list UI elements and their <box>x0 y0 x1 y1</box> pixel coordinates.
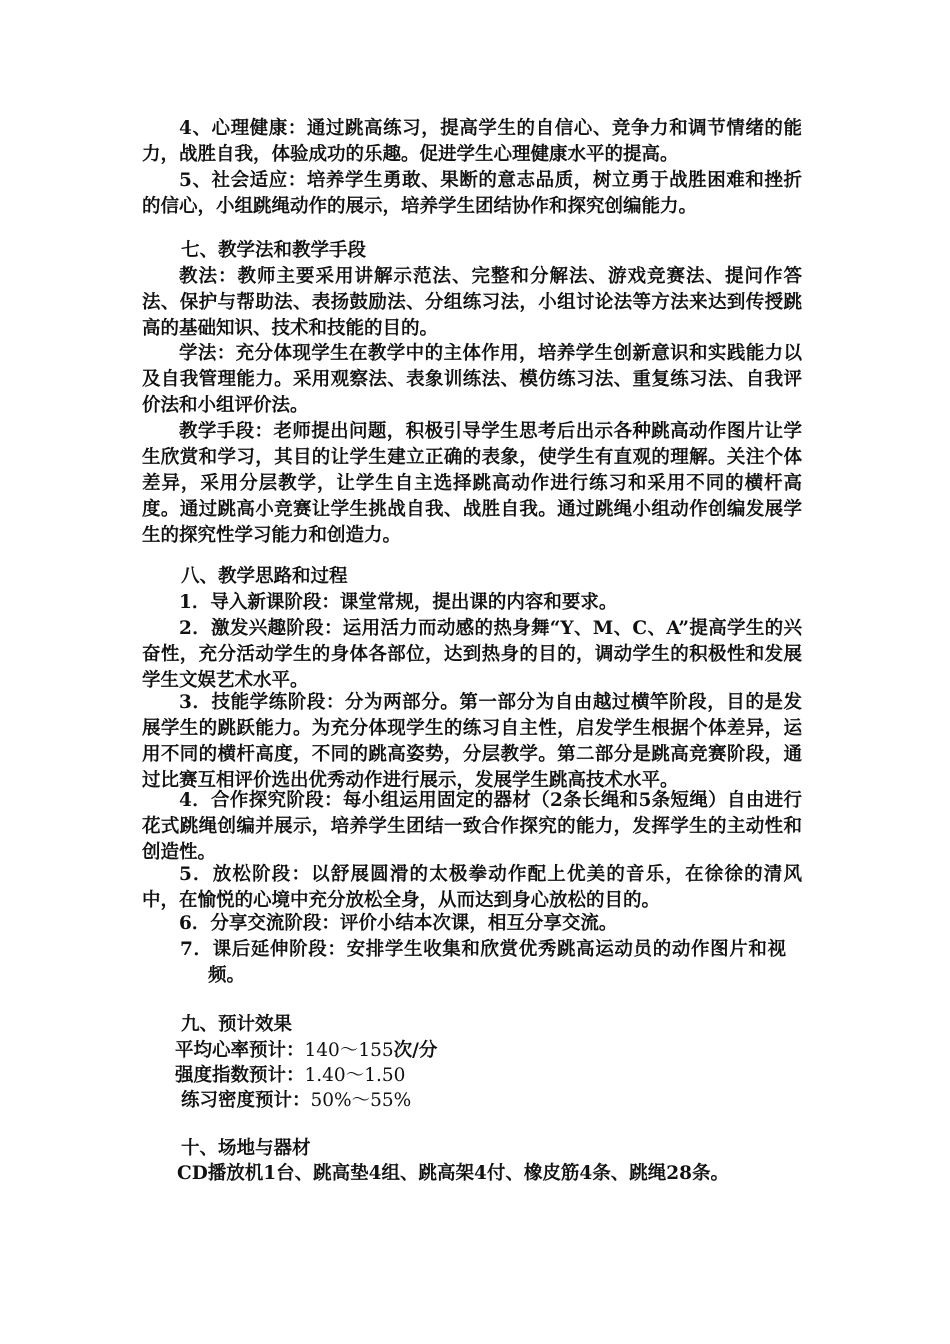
intensity-value: 1.40～1.50 <box>304 1065 406 1086</box>
density-value: 50%～55% <box>310 1090 412 1111</box>
learning-method-paragraph: 学法：充分体现学生在教学中的主体作用，培养学生创新意识和实践能力以及自我管理能力。采用观察法、表象训练法、模仿练习法、重复练习法、自我评价法和小组评价法。 <box>142 343 802 416</box>
step-2-interest: 2．激发兴趣阶段：运用活力而动感的热身舞“Y、M、C、A”提高学生的兴奋性，充分活动学生的身体各部位，达到热身的目的，调动学生的积极性和发展学生文娱艺术水平。 <box>142 618 802 691</box>
step-1-import: 1．导入新课阶段：课堂常规，提出课的内容和要求。 <box>179 592 618 613</box>
density-row <box>181 1088 411 1114</box>
section-7-heading: 七、教学法和教学手段 <box>181 240 367 261</box>
step-6-sharing: 6．分享交流阶段：评价小结本次课，相互分享交流。 <box>179 913 618 934</box>
equipment-list: CD播放机1台、跳高垫4组、跳高架4付、橡皮筋4条、跳绳28条。 <box>177 1163 730 1184</box>
step-3-skill-practice: 3．技能学练阶段：分为两部分。第一部分为自由越过横竿阶段，目的是发展学生的跳跃能力。为充分体现学生的练习自主性，启发学生根据个体差异，运用不同的横杆高度，不同的跳高姿势，分层教学。第二部分是跳高竞赛阶段，通过比赛互相评价选出优秀动作进行展示，发展学生跳高技术水平。 <box>142 692 802 791</box>
heart-rate-label: 平均心率预计： <box>175 1040 305 1061</box>
density-label: 练习密度预计： <box>181 1090 311 1111</box>
section-8-heading: 八、教学思路和过程 <box>181 566 348 587</box>
intensity-row <box>175 1063 405 1089</box>
step-7-extension: 7．课后延伸阶段：安排学生收集和欣赏优秀跳高运动员的动作图片和视频。 <box>180 939 786 986</box>
section-10-heading: 十、场地与器材 <box>181 1138 311 1159</box>
teaching-method-paragraph: 教法：教师主要采用讲解示范法、完整和分解法、游戏竞赛法、提问作答法、保护与帮助法、表扬鼓励法、分组练习法，小组讨论法等方法来达到传授跳高的基础知识、技术和技能的目的。 <box>142 266 802 339</box>
heart-rate-value: 140～155 <box>304 1040 394 1061</box>
heart-rate-row <box>175 1038 437 1064</box>
psychological-health-item: 4、心理健康：通过跳高练习，提高学生的自信心、竞争力和调节情绪的能力，战胜自我，体验成功的乐趣。促进学生心理健康水平的提高。 <box>142 118 802 165</box>
intensity-label: 强度指数预计： <box>175 1065 305 1086</box>
section-9-heading: 九、预计效果 <box>181 1014 293 1035</box>
step-5-relaxation: 5．放松阶段：以舒展圆滑的太极拳动作配上优美的音乐，在徐徐的清风中，在愉悦的心境中充分放松全身，从而达到身心放松的目的。 <box>142 864 802 911</box>
heart-rate-unit: 次/分 <box>393 1040 438 1061</box>
social-adaptation-item: 5、社会适应：培养学生勇敢、果断的意志品质，树立勇于战胜困难和挫折的信心，小组跳绳动作的展示，培养学生团结协作和探究创编能力。 <box>142 170 802 217</box>
step-4-cooperative-inquiry: 4．合作探究阶段：每小组运用固定的器材（2条长绳和5条短绳）自由进行花式跳绳创编并展示，培养学生团结一致合作探究的能力，发挥学生的主动性和创造性。 <box>142 790 802 863</box>
teaching-means-paragraph: 教学手段：老师提出问题，积极引导学生思考后出示各种跳高动作图片让学生欣赏和学习，其目的让学生建立正确的表象，使学生有直观的理解。关注个体差异，采用分层教学，让学生自主选择跳高动作进行练习和采用不同的横杆高度。通过跳高小竞赛让学生挑战自我、战胜自我。通过跳绳小组动作创编发展学生的探究性学习能力和创造力。 <box>142 421 802 546</box>
